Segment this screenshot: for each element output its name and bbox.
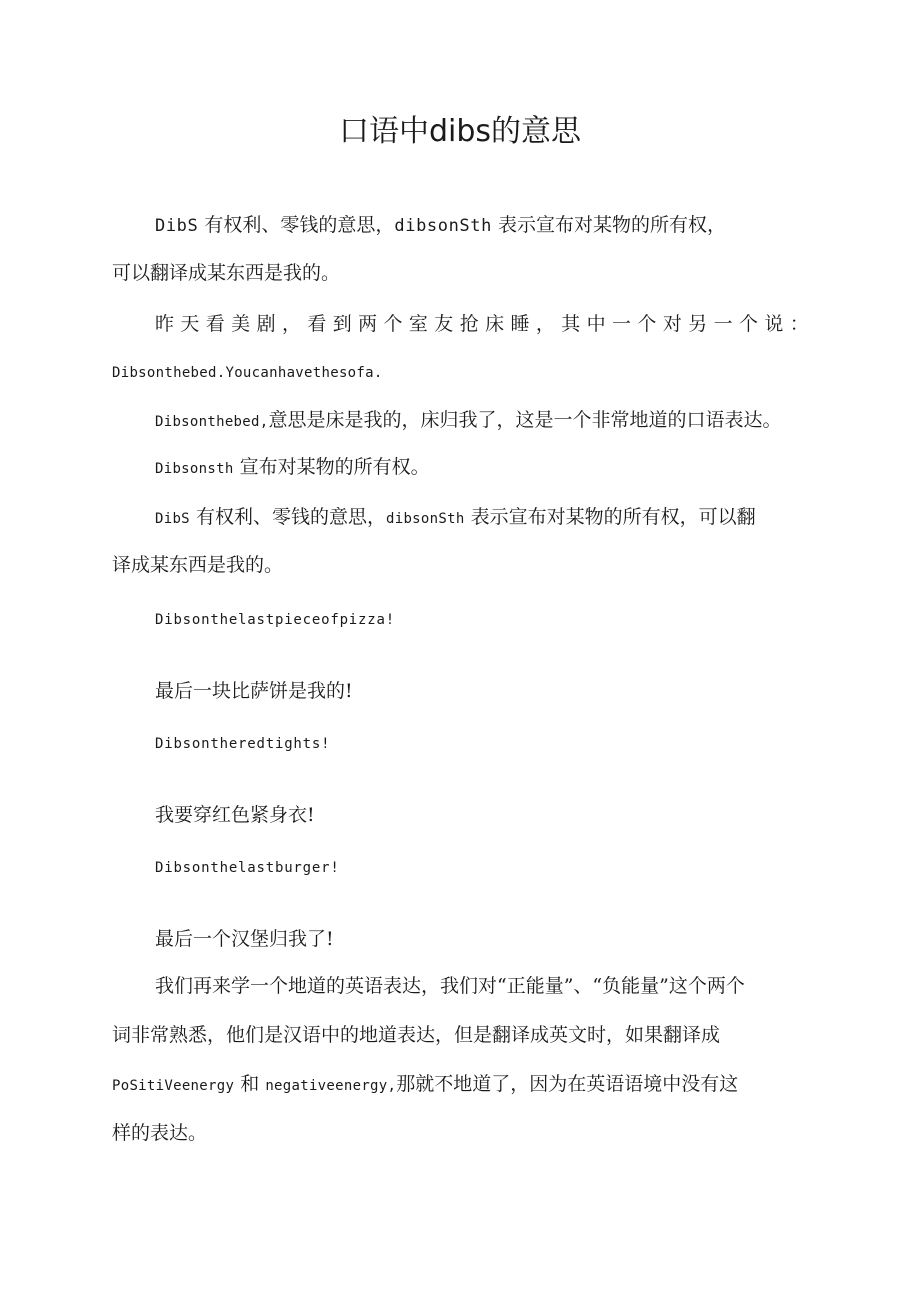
term-negative-energy: negativeenergy,: [265, 1078, 397, 1094]
text-segment: 表示宣布对某物的所有权，可以翻: [470, 506, 756, 528]
spaced-char: 友: [434, 313, 454, 335]
spaced-char: 中: [586, 313, 606, 335]
text-segment: 有权利、零钱的意思，: [204, 214, 395, 236]
spaced-char: 一: [612, 313, 632, 335]
spaced-char: 睡: [510, 313, 530, 335]
spaced-char: 美: [231, 313, 251, 335]
example-2-chinese: 我要穿红色紧身衣!: [155, 804, 315, 826]
term-positive-energy: PoSitiVeenergy: [112, 1078, 235, 1094]
term-dibs: DibS: [155, 216, 199, 236]
text-segment: 意思是床是我的，床归我了，这是一个非常地道的口语表达。: [268, 409, 782, 431]
spaced-char: 抢: [459, 313, 479, 335]
spaced-char: 个: [738, 313, 758, 335]
spaced-char: 个: [637, 313, 657, 335]
spaced-char: 剧: [256, 313, 276, 335]
example-3-chinese: 最后一个汉堡归我了!: [155, 928, 334, 950]
spaced-char: 到: [332, 313, 352, 335]
spaced-char: 天: [180, 313, 200, 335]
spaced-char: 床: [485, 313, 505, 335]
term-dibsonsth: dibsonSth: [385, 511, 465, 527]
example-1-chinese: 最后一块比萨饼是我的!: [155, 680, 353, 702]
text-segment: 和: [240, 1073, 260, 1095]
spaced-char: 个: [383, 313, 403, 335]
spaced-char: 两: [358, 313, 378, 335]
spaced-char: 对: [662, 313, 682, 335]
text-segment: 有权利、零钱的意思，: [195, 506, 386, 528]
paragraph-1-line-1: [155, 211, 726, 240]
term-dibs: DibS: [155, 511, 190, 527]
paragraph-6-line-4: 样的表达。: [112, 1122, 208, 1144]
text-segment: 那就不地道了，因为在英语语境中没有这: [396, 1073, 739, 1095]
paragraph-5-line-2: 译成某东西是我的。: [112, 554, 284, 576]
example-3-english: Dibsonthelastburger!: [155, 860, 340, 876]
paragraph-5-line-1: [155, 503, 756, 533]
spaced-char: 说: [764, 313, 784, 335]
term-dibsonsth: Dibsonsth: [155, 461, 234, 477]
spaced-char: 一: [713, 313, 733, 335]
spaced-char: 其: [561, 313, 581, 335]
spaced-char: ，: [281, 313, 301, 335]
term-dibsonthebed: Dibsonthebed,: [155, 414, 269, 430]
spaced-char: 看: [205, 313, 225, 335]
paragraph-6-line-1: 我们再来学一个地道的英语表达，我们对“正能量”、“负能量”这个两个: [155, 975, 745, 997]
paragraph-2-line-2: Dibsonthebed.Youcanhavethesofa.: [112, 365, 383, 381]
example-1-english: Dibsonthelastpieceofpizza!: [155, 612, 395, 628]
example-2-english: Dibsontheredtights!: [155, 736, 331, 752]
paragraph-1-line-2: 可以翻译成某东西是我的。: [112, 262, 341, 284]
spaced-char: 另: [688, 313, 708, 335]
paragraph-4: [155, 453, 430, 483]
paragraph-6-line-3: [112, 1070, 738, 1100]
paragraph-6-line-2: 词非常熟悉，他们是汉语中的地道表达，但是翻译成英文时，如果翻译成: [112, 1024, 721, 1046]
spaced-char: ，: [535, 313, 555, 335]
paragraph-2-line-1: [155, 310, 809, 338]
term-dibsonsth: dibsonSth: [394, 216, 492, 236]
text-segment: 表示宣布对某物的所有权，: [497, 214, 726, 236]
spaced-char: ：: [789, 313, 809, 335]
spaced-char: 昨: [155, 313, 175, 335]
spaced-char: 室: [408, 313, 428, 335]
paragraph-3: [155, 406, 782, 436]
text-segment: 宣布对某物的所有权。: [239, 456, 430, 478]
spaced-char: 看: [307, 313, 327, 335]
document-title: 口语中dibs的意思: [338, 114, 582, 149]
